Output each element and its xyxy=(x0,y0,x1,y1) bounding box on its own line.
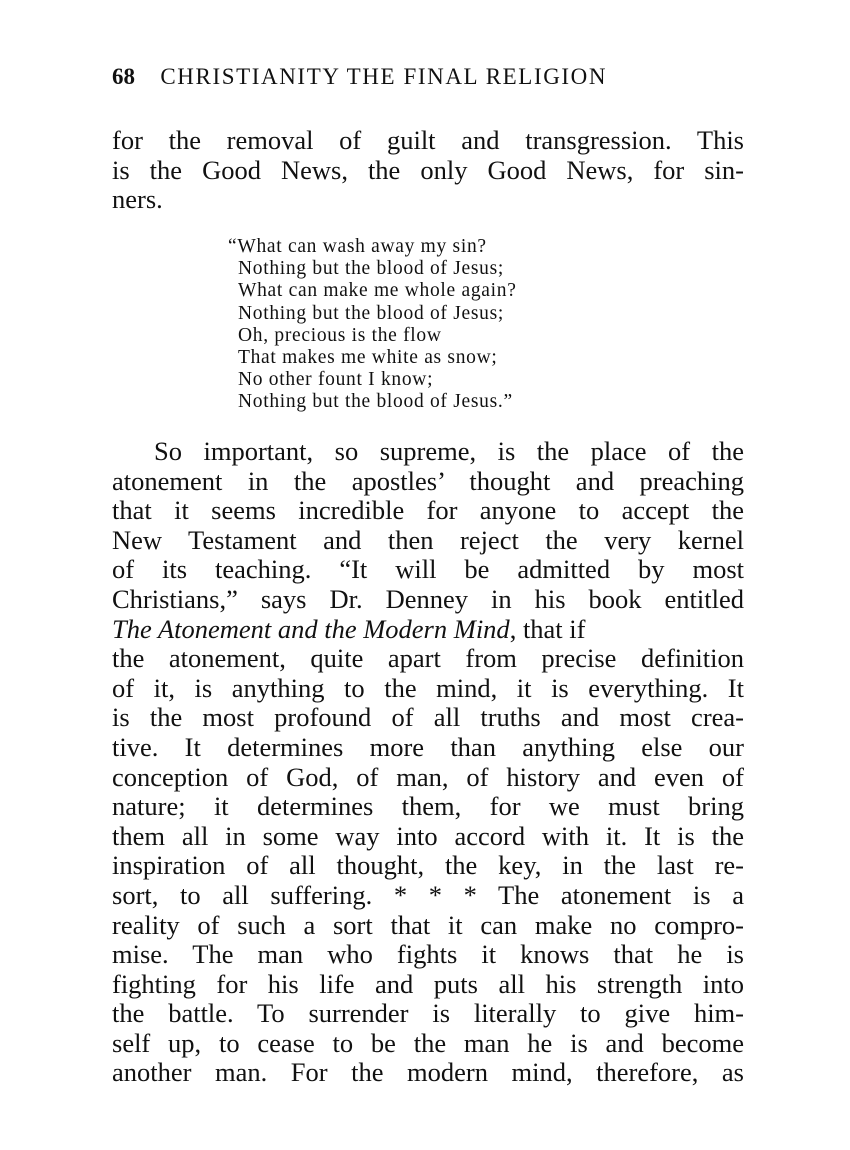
paragraph-line-11: tive. It determines more than anything else our xyxy=(112,731,744,762)
hymn-quotation xyxy=(228,236,648,414)
hymn-line-1: “What can wash away my sin? xyxy=(228,236,487,257)
paragraph-line-18: mise. The man who fights it knows that he is xyxy=(112,939,744,970)
page-number: 68 xyxy=(112,64,135,89)
hymn-line-5: Oh, precious is the flow xyxy=(238,324,442,346)
paragraph-line-3: that it seems incredible for anyone to accept the xyxy=(112,495,744,526)
hymn-line-6: That makes me white as snow; xyxy=(238,346,498,368)
paragraph-line-12: conception of God, of man, of history and even of xyxy=(112,761,744,792)
hymn-line-8: Nothing but the blood of Jesus.” xyxy=(238,391,513,413)
intro-line-1: for the removal of guilt and transgression. This xyxy=(112,125,744,155)
paragraph-line-19: fighting for his life and puts all his strength into xyxy=(112,968,744,999)
paragraph-line-7-end: , that if xyxy=(509,613,586,644)
paragraph-line-13: nature; it determines them, for we must bring xyxy=(112,791,744,822)
paragraph-line-16: sort, to all suffering. * * * The atonement is a xyxy=(112,879,744,910)
paragraph-line-21: self up, to cease to be the man he is and become xyxy=(112,1027,744,1058)
paragraph-line-20: the battle. To surrender is literally to give him- xyxy=(112,998,744,1029)
page-header xyxy=(112,64,752,98)
intro-line-2: is the Good News, the only Good News, for sin- xyxy=(112,154,744,185)
paragraph-line-5: of its teaching. “It will be admitted by most xyxy=(112,554,744,585)
paragraph-line-6: Christians,” says Dr. Denney in his book entitled xyxy=(112,583,744,614)
main-paragraph xyxy=(112,437,744,1088)
paragraph-line-10: is the most profound of all truths and most crea- xyxy=(112,702,744,733)
hymn-line-2: Nothing but the blood of Jesus; xyxy=(238,258,504,280)
hymn-line-7: No other fount I know; xyxy=(238,369,434,391)
paragraph-line-17: reality of such a sort that it can make no compro- xyxy=(112,909,744,940)
intro-paragraph xyxy=(112,126,744,215)
book-title: The Atonement and the Modern Mind xyxy=(112,613,510,644)
paragraph-line-14: them all in some way into accord with it. It is the xyxy=(112,820,744,851)
hymn-line-3: What can make me whole again? xyxy=(238,280,517,302)
running-title: CHRISTIANITY THE FINAL RELIGION xyxy=(160,64,608,89)
paragraph-line-4: New Testament and then reject the very kernel xyxy=(112,524,744,555)
paragraph-line-2: atonement in the apostles’ thought and preaching xyxy=(112,465,744,496)
paragraph-line-15: inspiration of all thought, the key, in the last re- xyxy=(112,850,744,881)
paragraph-line-9: of it, is anything to the mind, it is everything. It xyxy=(112,672,744,703)
intro-line-3: ners. xyxy=(112,184,163,215)
paragraph-line-8: the atonement, quite apart from precise definition xyxy=(112,643,744,674)
paragraph-line-7 xyxy=(112,615,744,645)
paragraph-line-22: another man. For the modern mind, therefore, as xyxy=(112,1057,744,1088)
hymn-line-4: Nothing but the blood of Jesus; xyxy=(238,302,504,324)
paragraph-line-1: So important, so supreme, is the place of the xyxy=(154,436,744,466)
